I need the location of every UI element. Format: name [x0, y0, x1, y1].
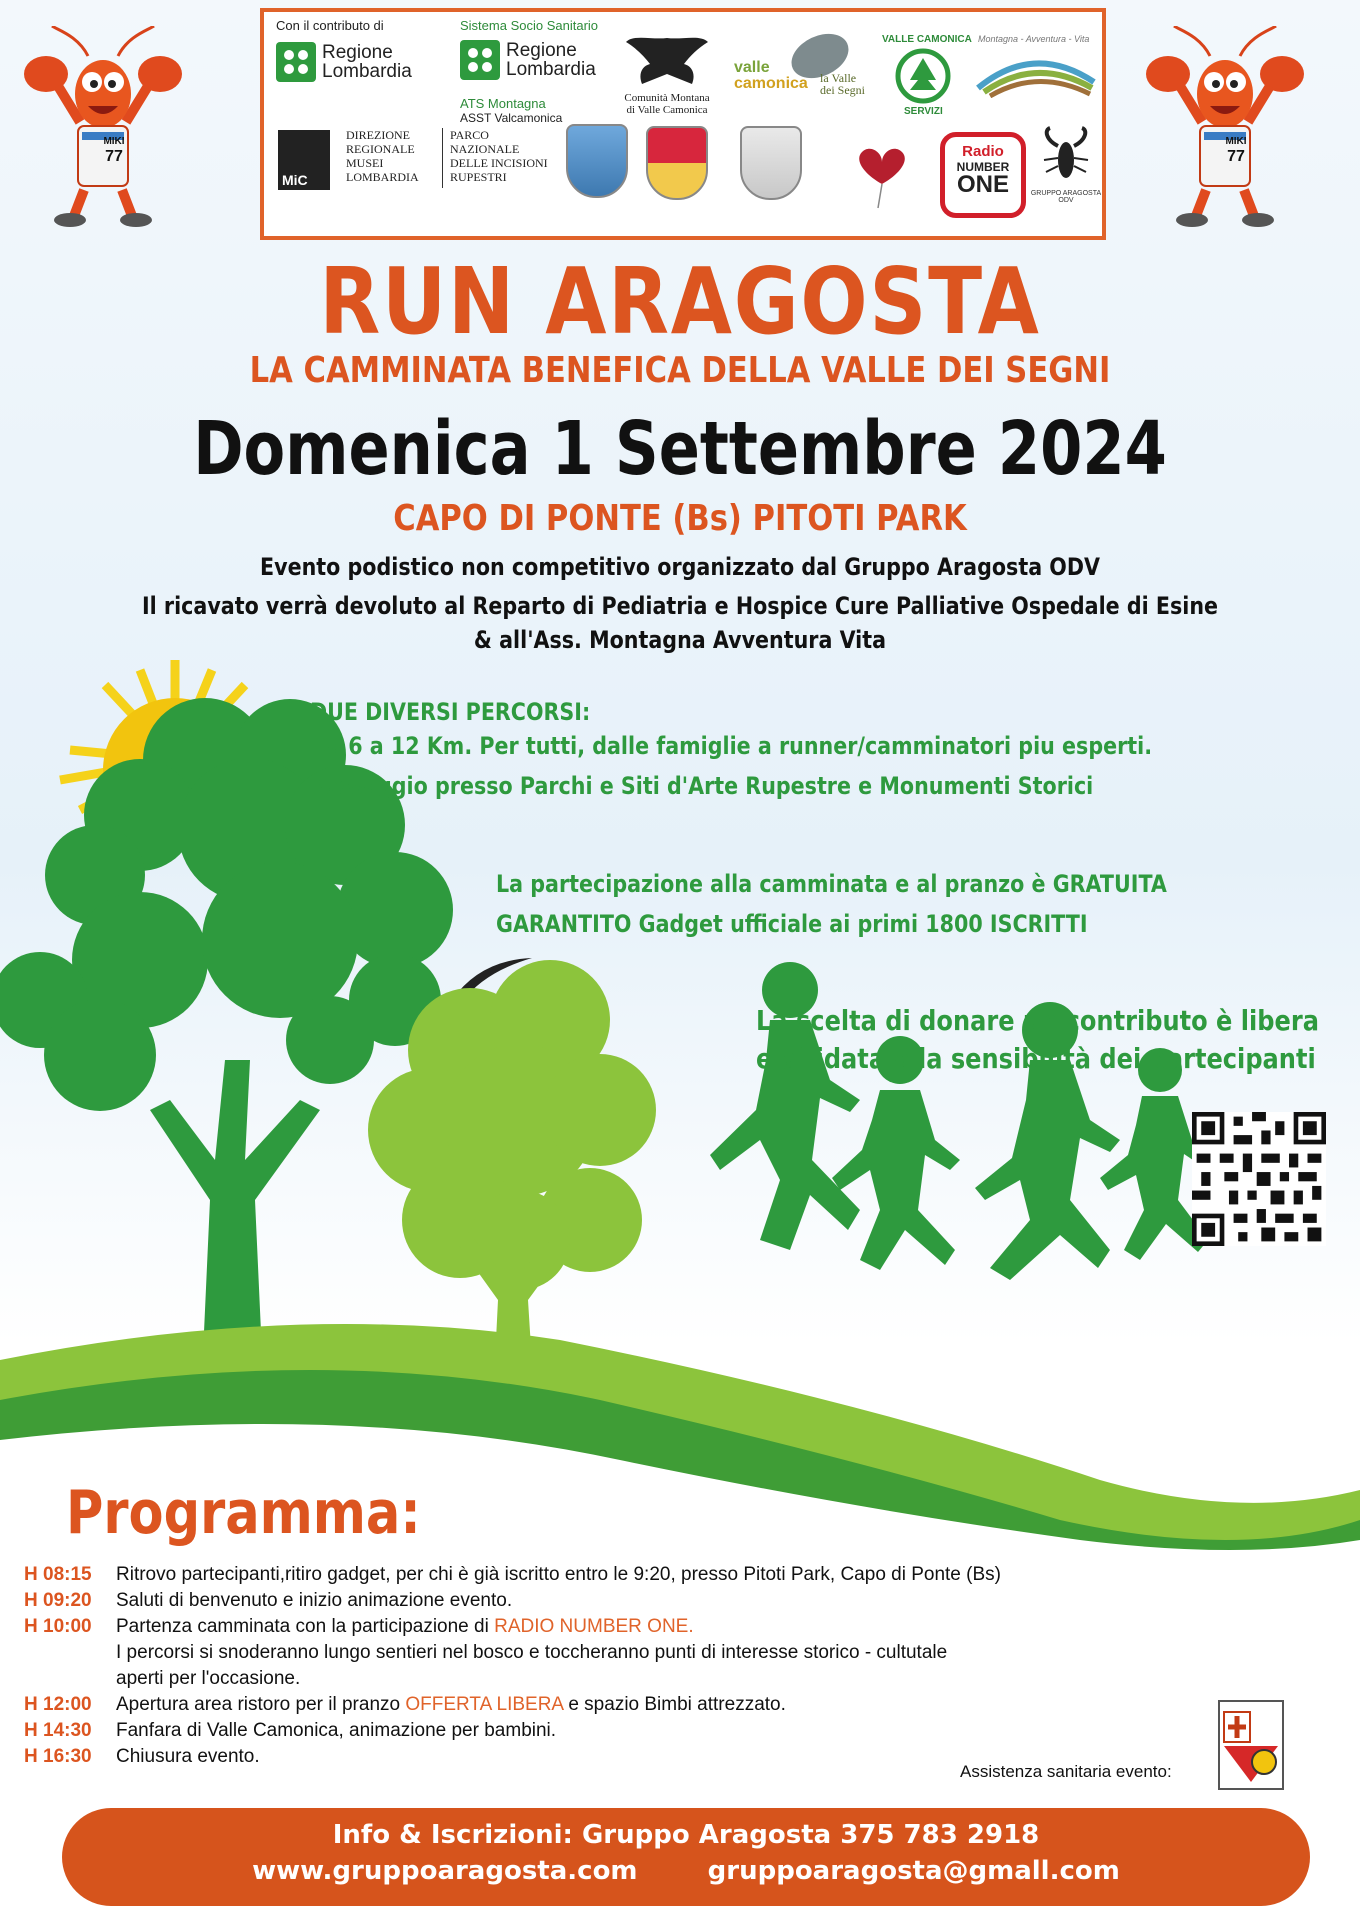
parco-label [450, 128, 548, 184]
schedule-item [24, 1718, 1284, 1744]
schedule-text [116, 1614, 694, 1640]
crest-icon-1 [566, 124, 628, 198]
servizi-top: VALLE CAMONICA [882, 34, 972, 45]
schedule-item [24, 1692, 1284, 1718]
valle-segni-1: la Valle [820, 71, 857, 85]
programma-title: Programma: [66, 1478, 421, 1548]
direzione-4: LOMBARDIA [346, 170, 419, 184]
crest-icon-2 [646, 126, 708, 200]
event-date: Domenica 1 Settembre 2024 [193, 406, 1167, 492]
schedule-time: H 10:00 [24, 1616, 92, 1637]
lobster-mascot-left [18, 26, 188, 236]
divider [442, 128, 443, 188]
bib-number-right: 77 [1227, 148, 1245, 165]
radio-word: Radio [962, 143, 1004, 160]
schedule-list [24, 1562, 1284, 1770]
event-desc-1: Evento podistico non competitivo organizzato dal Gruppo Aragosta ODV [260, 553, 1100, 581]
comunita-line2: di Valle Camonica [626, 104, 708, 116]
percorsi-line2: Passaggio presso Parchi e Siti d'Arte Rupestre e Monumenti Storici [310, 772, 1094, 800]
event-desc-2: Il ricavato verrà devoluto al Reparto di Pediatria e Hospice Cure Palliative Ospedale di Esine [141, 592, 1219, 620]
event-desc-3: & all'Ass. Montagna Avventura Vita [473, 626, 887, 654]
camonica-word: camonica [734, 75, 808, 92]
gratuita-line1: La partecipazione alla camminata e al pranzo è GRATUITA [496, 870, 1167, 898]
comunita-label [612, 92, 722, 116]
sponsor-box [260, 8, 1106, 240]
footer-info-line: Info & Iscrizioni: Gruppo Aragosta 375 783 2918 [332, 1820, 1040, 1850]
donare-line1: La scelta di donare un contributo è libera [756, 1004, 1319, 1037]
schedule-text: Saluti di benvenuto e inizio animazione evento. [116, 1590, 513, 1611]
parco-4: RUPESTRI [450, 170, 507, 184]
bib-left [94, 136, 134, 166]
ats-line2: ASST Valcamonica [460, 111, 563, 125]
ats-line1: ATS Montagna [460, 96, 546, 111]
comunita-eagle-icon [622, 30, 712, 92]
regione-lombardia-logo-2 [460, 40, 596, 80]
info-footer [62, 1808, 1310, 1906]
donare-line2: e affidata alla sensibilità dei partecipanti [756, 1042, 1316, 1075]
event-title: RUN ARAGOSTA [319, 248, 1041, 355]
schedule-highlight: OFFERTA LIBERA [405, 1694, 564, 1715]
gruppo-logo-text: GRUPPO ARAGOSTA ODV [1030, 190, 1102, 204]
schedule-item [24, 1588, 1284, 1614]
number-word: NUMBER [956, 160, 1010, 174]
schedule-text-pre: Apertura area ristoro per il pranzo [116, 1694, 406, 1715]
regione-name-1: Regione [322, 42, 393, 63]
schedule-time: H 16:30 [24, 1746, 92, 1767]
one-word: ONE [956, 171, 1009, 198]
event-subtitle: LA CAMMINATA BENEFICA DELLA VALLE DEI SEGNI [249, 350, 1111, 391]
regione-name-2: Lombardia [322, 61, 412, 82]
valle-segni-2: dei Segni [820, 83, 865, 97]
servizi-bottom: SERVIZI [904, 106, 943, 117]
direzione-2: REGIONALE [346, 142, 415, 156]
bib-number-left: 77 [105, 148, 123, 165]
regione-lombardia-icon-2 [460, 40, 500, 80]
percorsi-title: DUE DIVERSI PERCORSI: [310, 698, 591, 726]
schedule-item [24, 1562, 1284, 1588]
regione-lombardia-icon [276, 42, 316, 82]
schedule-text [116, 1692, 786, 1718]
regione-name-2b: Lombardia [506, 59, 596, 80]
sistema-label: Sistema Socio Sanitario [460, 18, 599, 33]
website-link[interactable]: www.gruppoaragosta.com [252, 1856, 638, 1886]
schedule-item-cont [24, 1666, 1284, 1692]
gratuita-line2: GARANTITO Gadget ufficiale ai primi 1800 ISCRITTI [496, 910, 1088, 938]
footer-contacts [62, 1856, 1310, 1886]
lobster-mascot-right [1140, 26, 1310, 236]
schedule-text: Ritrovo partecipanti,ritiro gadget, per chi è già iscritto entro le 9:20, presso Pitoti Park, Capo di Ponte (Bs) [116, 1564, 1001, 1585]
schedule-text-pre: Partenza camminata con la participazione di [116, 1616, 495, 1637]
bib-name-right: MIKI [1225, 136, 1247, 147]
event-place: CAPO DI PONTE (Bs) PITOTI PARK [393, 498, 967, 539]
schedule-time: H 12:00 [24, 1694, 92, 1715]
bib-right [1216, 136, 1256, 166]
schedule-text-cont2: aperti per l'occasione. [116, 1668, 301, 1689]
servizi-tree-icon [888, 46, 958, 106]
heart-balloon-icon [842, 122, 922, 212]
schedule-text: Fanfara di Valle Camonica, animazione per bambini. [116, 1720, 557, 1741]
direzione-1: DIREZIONE [346, 128, 410, 142]
schedule-time: H 08:15 [24, 1564, 92, 1585]
radio-number-one-logo [940, 132, 1026, 218]
comunita-line1: Comunità Montana [624, 92, 710, 104]
parco-3: DELLE INCISIONI [450, 156, 548, 170]
schedule-item-cont [24, 1640, 1284, 1666]
regione-lombardia-logo [276, 42, 412, 82]
percorsi-line1: Da 6 a 12 Km. Per tutti, dalle famiglie a runner/camminatori piu esperti. [310, 732, 1153, 760]
regione-name-1b: Regione [506, 40, 577, 61]
crest-icon-3 [740, 126, 802, 200]
schedule-text: Chiusura evento. [116, 1746, 260, 1767]
qr-code[interactable] [1192, 1112, 1326, 1246]
valle-word: valle [734, 59, 770, 76]
contributo-label: Con il contributo di [276, 18, 384, 33]
bib-name-left: MIKI [103, 136, 125, 147]
montagna-logo-icon [974, 42, 1100, 98]
valle-segni-text [820, 72, 865, 96]
gruppo-lobster-icon [1038, 126, 1094, 186]
schedule-text-post: e spazio Bimbi attrezzato. [563, 1694, 786, 1715]
mic-logo: MiC [278, 130, 330, 190]
parco-2: NAZIONALE [450, 142, 520, 156]
assistenza-label: Assistenza sanitaria evento: [960, 1762, 1172, 1781]
schedule-time: H 09:20 [24, 1590, 92, 1611]
montagna-text: Montagna - Avventura - Vita [978, 34, 1090, 44]
parco-1: PARCO [450, 128, 489, 142]
email-link[interactable]: gruppoaragosta@gmall.com [707, 1856, 1120, 1886]
schedule-text-cont1: I percorsi si snoderanno lungo sentieri nel bosco e toccheranno punti di interesse storico - cultutale [116, 1642, 948, 1663]
schedule-highlight: RADIO NUMBER ONE. [494, 1616, 694, 1637]
schedule-time: H 14:30 [24, 1720, 92, 1741]
direzione-3: MUSEI [346, 156, 384, 170]
dark-tree-icon [0, 698, 453, 1420]
direzione-label [346, 128, 419, 184]
schedule-item [24, 1614, 1284, 1640]
assistenza-logo-icon [1218, 1700, 1284, 1790]
